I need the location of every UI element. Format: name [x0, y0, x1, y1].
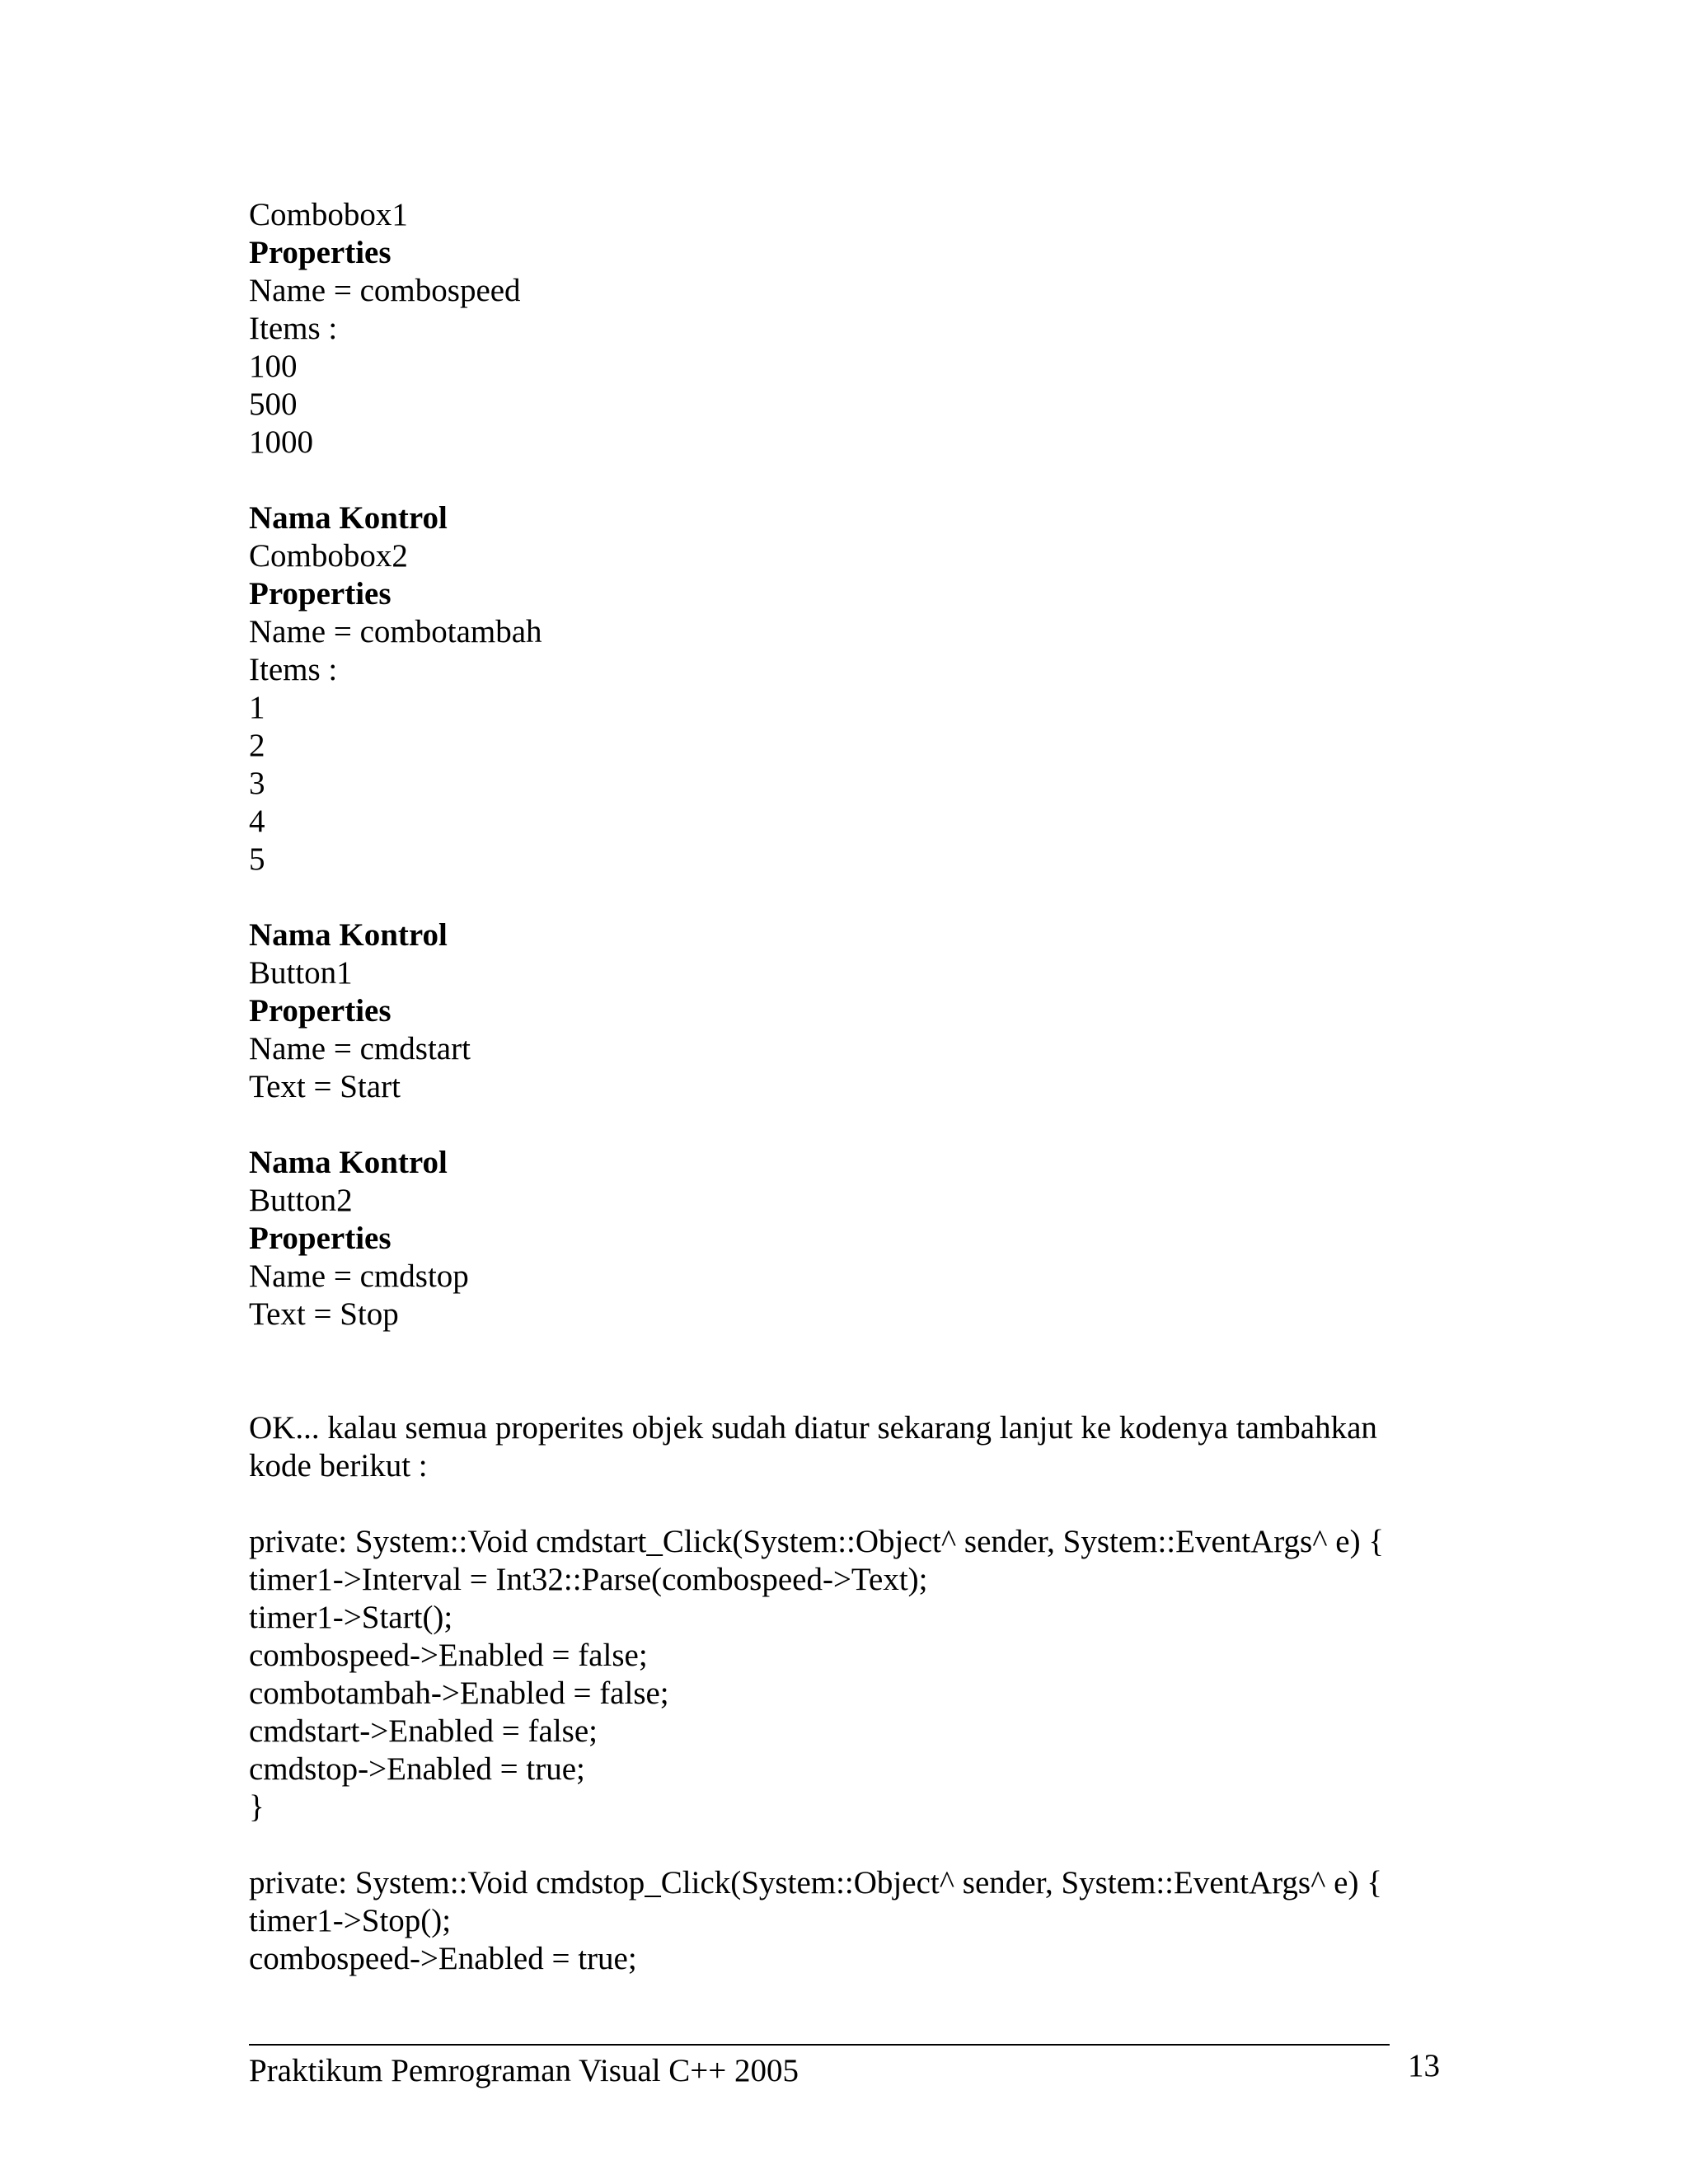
footer-divider — [249, 2044, 1390, 2046]
spacer — [249, 879, 1452, 916]
document-body — [249, 196, 1452, 1978]
list-item: 2 — [249, 728, 265, 763]
code-line: cmdstop->Enabled = true; — [249, 1751, 585, 1787]
button1-block — [249, 916, 1452, 1106]
page-number: 13 — [1408, 2048, 1440, 2083]
control-name: Combobox1 — [249, 197, 408, 232]
property-text: Text = Start — [249, 1069, 401, 1104]
list-item: 1 — [249, 690, 265, 725]
intro-paragraph: OK... kalau semua properites objek sudah diatur sekarang lanjut ke kodenya tambahkan kode berikut : — [249, 1410, 1377, 1483]
code-line: combospeed->Enabled = true; — [249, 1941, 637, 1976]
code-line: combotambah->Enabled = false; — [249, 1675, 669, 1711]
code-line: cmdstart->Enabled = false; — [249, 1713, 598, 1749]
footer-title: Praktikum Pemrograman Visual C++ 2005 — [249, 2053, 799, 2088]
list-item: 100 — [249, 349, 298, 384]
combobox1-block — [249, 196, 1452, 462]
property-name: Name = combospeed — [249, 273, 521, 308]
properties-heading: Properties — [249, 576, 392, 612]
code-line: combospeed->Enabled = false; — [249, 1638, 648, 1673]
properties-heading: Properties — [249, 993, 392, 1029]
property-name: Name = cmdstop — [249, 1258, 469, 1294]
button2-block — [249, 1144, 1452, 1333]
code-block-start-handler — [249, 1523, 1452, 1826]
list-item: 4 — [249, 804, 265, 839]
combobox2-block — [249, 499, 1452, 879]
properties-heading: Properties — [249, 235, 392, 270]
items-label: Items : — [249, 652, 338, 687]
section-heading: Nama Kontrol — [249, 1145, 448, 1180]
property-name: Name = combotambah — [249, 614, 542, 649]
control-name: Button2 — [249, 1183, 353, 1218]
control-name: Combobox2 — [249, 538, 408, 574]
code-line: private: System::Void cmdstop_Click(System::Object^ sender, System::EventArgs^ e) { — [249, 1865, 1382, 1900]
property-name: Name = cmdstart — [249, 1031, 471, 1066]
code-line: timer1->Stop(); — [249, 1903, 452, 1938]
spacer — [249, 1826, 1452, 1864]
code-line: } — [249, 1789, 265, 1825]
spacer — [249, 1106, 1452, 1144]
items-label: Items : — [249, 311, 338, 346]
list-item: 1000 — [249, 424, 313, 460]
properties-heading: Properties — [249, 1221, 392, 1256]
code-line: timer1->Interval = Int32::Parse(combospeed->Text); — [249, 1562, 928, 1597]
spacer — [249, 1333, 1452, 1409]
list-item: 5 — [249, 841, 265, 877]
section-heading: Nama Kontrol — [249, 500, 448, 536]
code-block-stop-handler — [249, 1864, 1452, 1978]
code-line: timer1->Start(); — [249, 1600, 453, 1635]
property-text: Text = Stop — [249, 1296, 399, 1332]
spacer — [249, 1485, 1452, 1523]
list-item: 3 — [249, 766, 265, 801]
code-line: private: System::Void cmdstart_Click(System::Object^ sender, System::EventArgs^ e) { — [249, 1524, 1385, 1559]
list-item: 500 — [249, 387, 298, 422]
section-heading: Nama Kontrol — [249, 917, 448, 953]
spacer — [249, 462, 1452, 499]
control-name: Button1 — [249, 955, 353, 991]
